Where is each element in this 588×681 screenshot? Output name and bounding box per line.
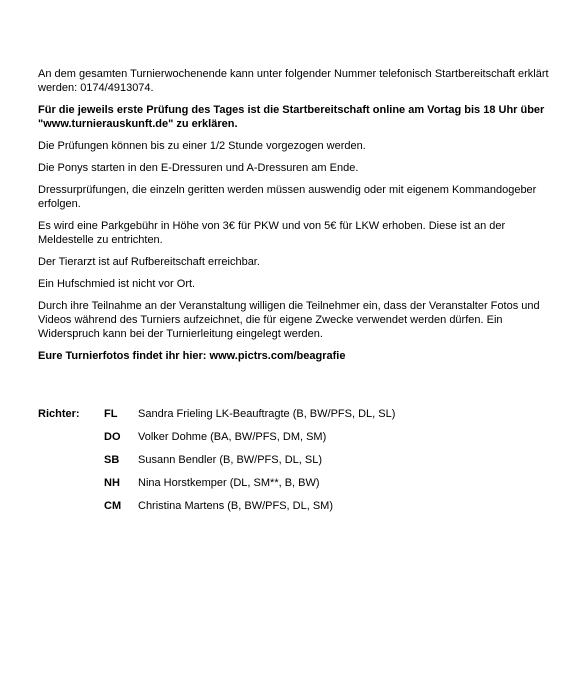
judge-row (38, 407, 558, 430)
paragraph-photo-consent: Durch ihre Teilnahme an der Veranstaltung willigen die Teilnehmer ein, dass der Veranstalter Fotos und Videos während des Turniers aufzeichnet, die für eigene Zwecke verwendet werden dürfen. Ein Widerspruch kann bei der Turnierleitung eingelegt werden. (38, 300, 540, 340)
judge-code: FL (104, 408, 118, 420)
paragraph-phone-registration: An dem gesamten Turnierwochenende kann unter folgender Nummer telefonisch Startbereitschaft erklärt werden: 0174/4913074. (38, 68, 549, 94)
judges-list (38, 407, 558, 522)
judges-label: Richter: (38, 408, 80, 420)
paragraph-farrier: Ein Hufschmied ist nicht vor Ort. (38, 278, 196, 290)
paragraph-schedule: Die Prüfungen können bis zu einer 1/2 Stunde vorgezogen werden. (38, 140, 366, 152)
judge-row (38, 476, 558, 499)
judge-code: SB (104, 454, 120, 466)
paragraph-vet: Der Tierarzt ist auf Rufbereitschaft erreichbar. (38, 256, 260, 268)
info-paragraphs (38, 67, 558, 371)
judge-code: DO (104, 431, 121, 443)
judge-row (38, 430, 558, 453)
paragraph-online-registration: Für die jeweils erste Prüfung des Tages ist die Startbereitschaft online am Vortag bis 18 Uhr über "www.turnierauskunft.de" zu erklären. (38, 104, 545, 130)
judge-name: Sandra Frieling LK-Beauftragte (B, BW/PFS, DL, SL) (138, 408, 396, 420)
paragraph-dressage: Dressurprüfungen, die einzeln geritten werden müssen auswendig oder mit eigenem Kommandogeber erfolgen. (38, 184, 537, 210)
judge-row (38, 453, 558, 476)
judge-name: Christina Martens (B, BW/PFS, DL, SM) (138, 500, 333, 512)
judge-name: Volker Dohme (BA, BW/PFS, DM, SM) (138, 431, 327, 443)
paragraph-ponys: Die Ponys starten in den E-Dressuren und A-Dressuren am Ende. (38, 162, 359, 174)
judge-row (38, 499, 558, 522)
judge-code: NH (104, 477, 120, 489)
judge-code: CM (104, 500, 122, 512)
judge-name: Nina Horstkemper (DL, SM**, B, BW) (138, 477, 320, 489)
judge-name: Susann Bendler (B, BW/PFS, DL, SL) (138, 454, 323, 466)
paragraph-photos-link: Eure Turnierfotos findet ihr hier: www.pictrs.com/beagrafie (38, 350, 346, 362)
paragraph-parking-fee: Es wird eine Parkgebühr in Höhe von 3€ für PKW und von 5€ für LKW erhoben. Diese ist an der Meldestelle zu entrichten. (38, 220, 506, 246)
